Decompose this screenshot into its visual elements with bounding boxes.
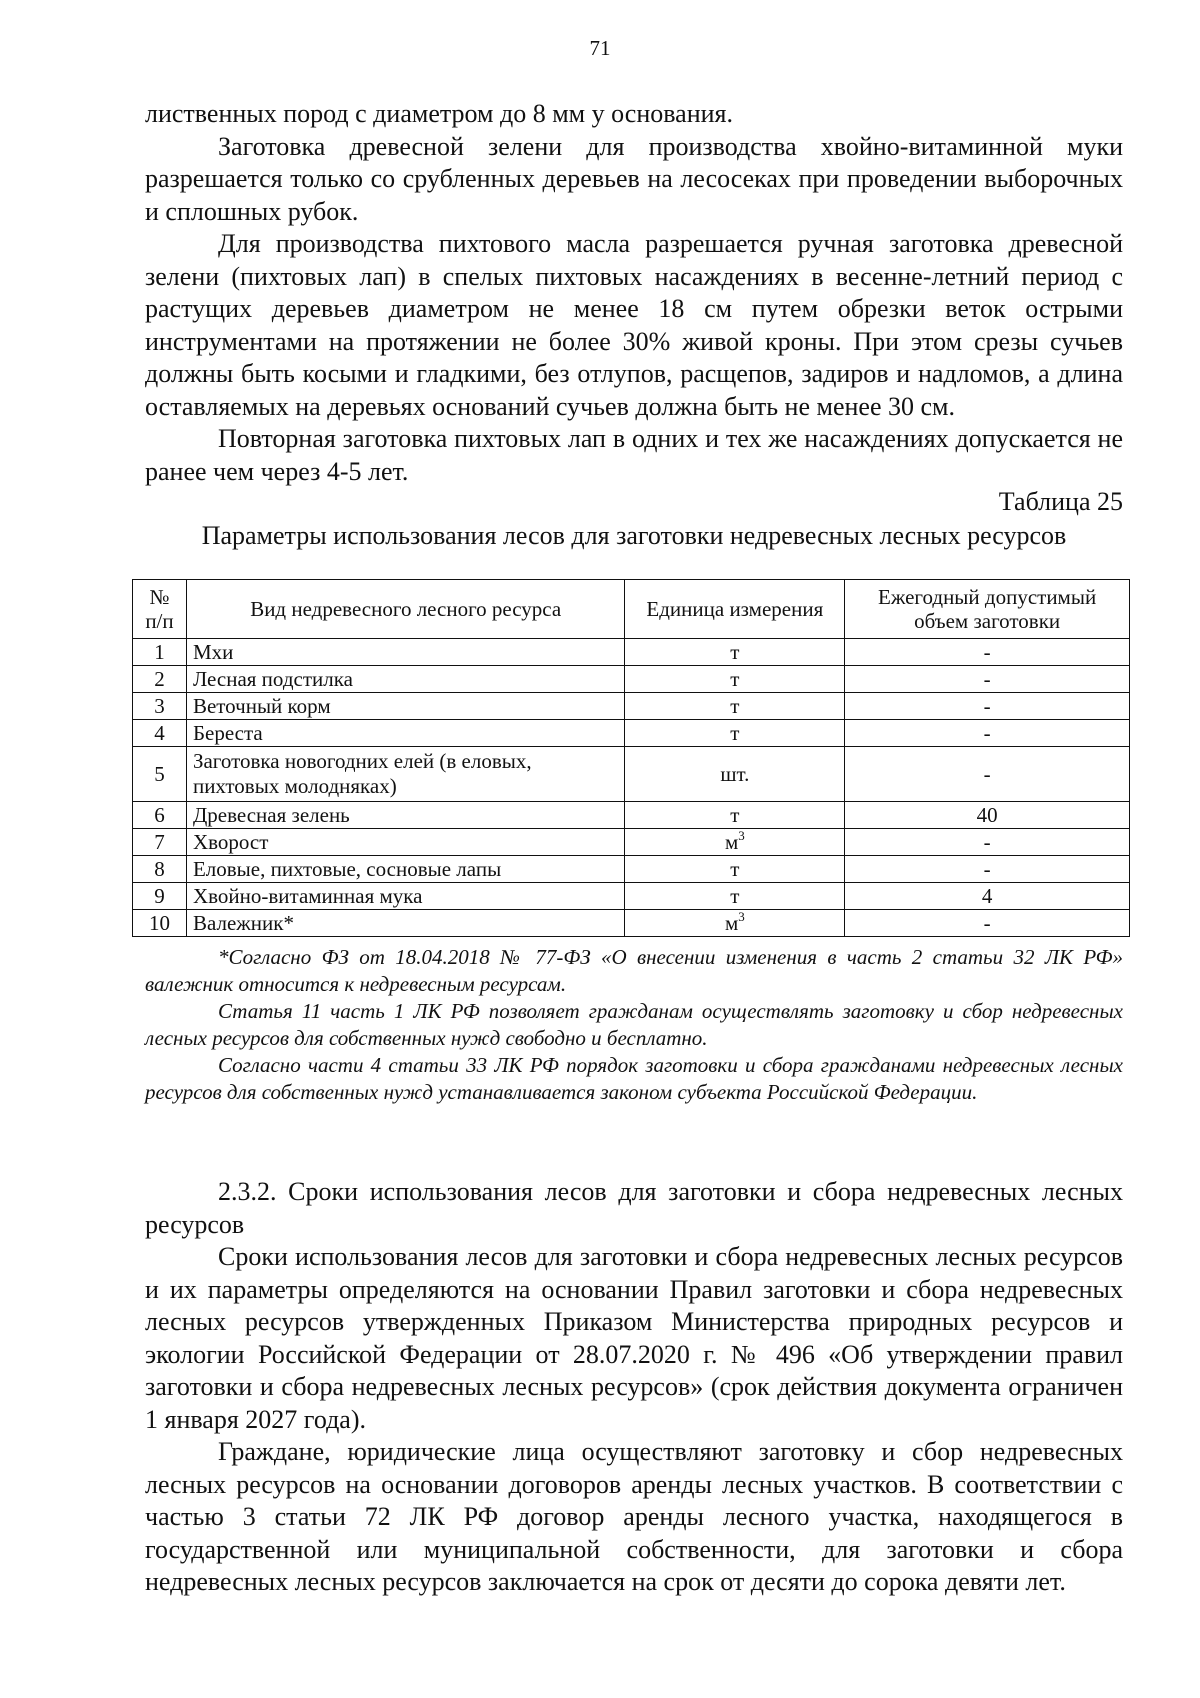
- cell-number: 6: [133, 802, 187, 829]
- resources-table: [132, 579, 1130, 937]
- paragraph: лиственных пород с диаметром до 8 мм у основания.: [145, 99, 733, 128]
- cell-volume: 40: [845, 802, 1130, 829]
- table-header-row: [133, 580, 1130, 639]
- cell-volume: -: [845, 829, 1130, 856]
- header-number: № п/п: [133, 580, 187, 639]
- header-resource: Вид недревесного лесного ресурса: [186, 580, 624, 639]
- cell-resource: Веточный корм: [186, 693, 624, 720]
- cell-volume: -: [845, 639, 1130, 666]
- table-label: Таблица 25: [998, 487, 1123, 516]
- cell-number: 1: [133, 639, 187, 666]
- footnote: *Согласно ФЗ от 18.04.2018 № 77-ФЗ «О внесении изменения в часть 2 статьи 32 ЛК РФ» валежник относится к недревесным ресурсам.: [145, 945, 1123, 996]
- paragraph: Для производства пихтового масла разрешается ручная заготовка древесной зелени (пихтовых лап) в спелых пихтовых насаждениях в весенне-летний период с растущих деревьев диаметром не менее 18 см путем обрезки веток острыми инструментами на протяжении не более 30% живой кроны. При этом срезы сучьев должны быть косыми и гладкими, без отлупов, расщепов, задиров и надломов, а длина оставляемых на деревьях оснований сучьев должна быть не менее 30 см.: [145, 229, 1123, 421]
- cell-resource: Еловые, пихтовые, сосновые лапы: [186, 856, 624, 883]
- cell-number: 2: [133, 666, 187, 693]
- cell-unit: т: [625, 883, 845, 910]
- note-paragraph: Статья 11 часть 1 ЛК РФ позволяет гражданам осуществлять заготовку и сбор недревесных лесных ресурсов для собственных нужд свободно и бесплатно.: [145, 999, 1123, 1050]
- table-row: [133, 693, 1130, 720]
- cell-number: 5: [133, 747, 187, 802]
- cell-volume: -: [845, 693, 1130, 720]
- cell-number: 9: [133, 883, 187, 910]
- table-row: [133, 856, 1130, 883]
- body-text-top: [145, 98, 1123, 488]
- paragraph: Заготовка древесной зелени для производства хвойно-витаминной муки разрешается только со срубленных деревьев на лесосеках при проведении выборочных и сплошных рубок.: [145, 131, 1123, 226]
- cell-resource: Хвойно-витаминная мука: [186, 883, 624, 910]
- cell-number: 7: [133, 829, 187, 856]
- body-text-bottom: [145, 1176, 1123, 1599]
- table-row: [133, 747, 1130, 802]
- cell-resource: Заготовка новогодних елей (в еловых, пихтовых молодняках): [186, 747, 624, 802]
- cell-volume: 4: [845, 883, 1130, 910]
- table-row: [133, 829, 1130, 856]
- cell-volume: -: [845, 666, 1130, 693]
- section-heading: 2.3.2. Сроки использования лесов для заготовки и сбора недревесных лесных ресурсов: [145, 1177, 1123, 1239]
- cell-number: 3: [133, 693, 187, 720]
- paragraph: Граждане, юридические лица осуществляют заготовку и сбор недревесных лесных ресурсов на основании договоров аренды лесных участков. В соответствии с частью 3 статьи 72 ЛК РФ договор аренды лесного участка, находящегося в государственной или муниципальной собственности, для заготовки и сбора недревесных лесных ресурсов заключается на срок от десяти до сорока девяти лет.: [145, 1437, 1123, 1596]
- cell-resource: Хворост: [186, 829, 624, 856]
- table-row: [133, 666, 1130, 693]
- table-title: Параметры использования лесов для заготовки недревесных лесных ресурсов: [201, 521, 1067, 550]
- table-row: [133, 802, 1130, 829]
- cell-number: 4: [133, 720, 187, 747]
- cell-unit: $м^3$: [625, 910, 845, 937]
- cell-unit: шт.: [625, 747, 845, 802]
- header-unit: Единица измерения: [625, 580, 845, 639]
- cell-resource: Мхи: [186, 639, 624, 666]
- cell-volume: -: [845, 910, 1130, 937]
- cell-number: 8: [133, 856, 187, 883]
- table-row: [133, 720, 1130, 747]
- cell-unit: $м^3$: [625, 829, 845, 856]
- page-number: 71: [589, 36, 611, 60]
- paragraph: Повторная заготовка пихтовых лап в одних и тех же насаждениях допускается не ранее чем через 4-5 лет.: [145, 424, 1123, 486]
- cell-number: 10: [133, 910, 187, 937]
- cell-volume: -: [845, 747, 1130, 802]
- cell-unit: т: [625, 693, 845, 720]
- cell-volume: -: [845, 720, 1130, 747]
- cell-resource: Древесная зелень: [186, 802, 624, 829]
- cell-resource: Лесная подстилка: [186, 666, 624, 693]
- table-row: [133, 883, 1130, 910]
- note-paragraph: Согласно части 4 статьи 33 ЛК РФ порядок заготовки и сбора гражданами недревесных лесных ресурсов для собственных нужд устанавливается законом субъекта Российской Федерации.: [145, 1053, 1123, 1104]
- cell-unit: т: [625, 802, 845, 829]
- cell-unit: т: [625, 856, 845, 883]
- cell-resource: Береста: [186, 720, 624, 747]
- paragraph: Сроки использования лесов для заготовки и сбора недревесных лесных ресурсов и их параметры определяются на основании Правил заготовки и сбора недревесных лесных ресурсов утвержденных Приказом Министерства природных ресурсов и экологии Российской Федерации от 28.07.2020 г. № 496 «Об утверждении правил заготовки и сбора недревесных лесных ресурсов» (срок действия документа ограничен 1 января 2027 года).: [145, 1242, 1123, 1434]
- table-row: [133, 910, 1130, 937]
- header-volume: Ежегодный допустимый объем заготовки: [845, 580, 1130, 639]
- table-row: [133, 639, 1130, 666]
- cell-unit: т: [625, 639, 845, 666]
- cell-resource: Валежник*: [186, 910, 624, 937]
- cell-volume: -: [845, 856, 1130, 883]
- table-notes: [145, 944, 1123, 1106]
- cell-unit: т: [625, 720, 845, 747]
- cell-unit: т: [625, 666, 845, 693]
